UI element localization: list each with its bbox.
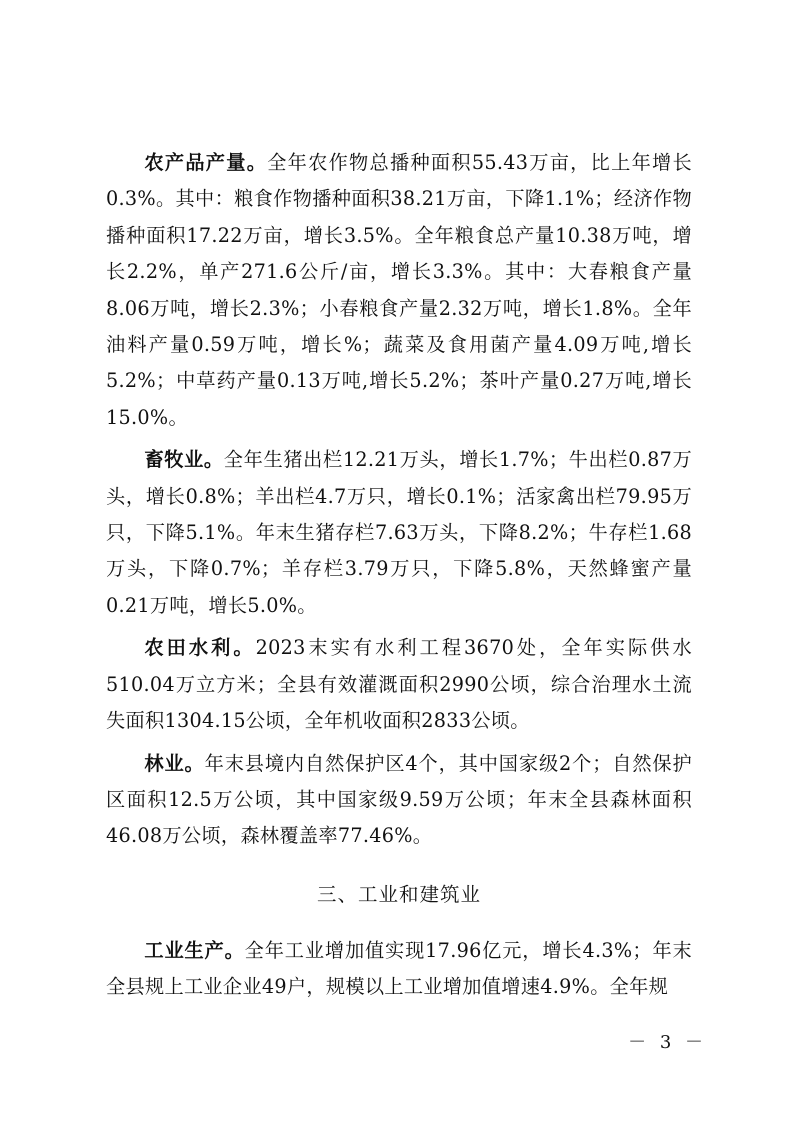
paragraph-text: 全年生猪出栏12.21万头，增长1.7%；牛出栏0.87万头，增长0.8%；羊出栏4.7万只，增长0.1%；活家禽出栏79.95万只，下降5.1%。年末生猪存栏7.63万头，下降8.2%；牛存栏1.68万头，下降0.7%；羊存栏3.79万只，下降5.8%，天然蜂蜜产量0.21万吨，增长5.0%。	[106, 448, 692, 617]
paragraph-animal-husbandry	[106, 442, 692, 624]
paragraph-text: 2023末实有水利工程3670处，全年实际供水510.04万立方米；全县有效灌溉面积2990公顷，综合治理水土流失面积1304.15公顷，全年机收面积2833公顷。	[106, 636, 693, 733]
paragraph-industrial-production	[106, 933, 692, 1006]
paragraph-irrigation	[106, 630, 692, 739]
paragraph-heading: 畜牧业。	[144, 448, 224, 472]
paragraph-text: 年末县境内自然保护区4个，其中国家级2个；自然保护区面积12.5万公顷，其中国家级9.59万公顷；年末全县森林面积46.08万公顷，森林覆盖率77.46%。	[106, 751, 692, 848]
paragraph-heading: 农田水利。	[144, 636, 256, 660]
paragraph-heading: 林业。	[144, 751, 205, 775]
paragraph-heading: 工业生产。	[144, 938, 245, 962]
page-number: － 3 －	[628, 1032, 707, 1053]
paragraph-heading: 农产品产量。	[144, 151, 268, 174]
paragraph-agricultural-output	[106, 145, 692, 436]
paragraph-forestry	[106, 746, 692, 855]
section-title: 三、工业和建筑业	[316, 882, 481, 906]
paragraph-text: 全年农作物总播种面积55.43万亩，比上年增长0.3%。其中：粮食作物播种面积38.21万亩，下降1.1%；经济作物播种面积17.22万亩，增长3.5%。全年粮食总产量10.38万吨，增长2.2%，单产271.6公斤/亩，增长3.3%。其中：大春粮食产量8.06万吨，增长2.3%；小春粮食产量2.32万吨，增长1.8%。全年油料产量0.59万吨，增长%；蔬菜及食用菌产量4.09万吨,增长5.2%；中草药产量0.13万吨,增长5.2%；茶叶产量0.27万吨,增长15.0%。	[106, 151, 692, 429]
document-body	[106, 145, 692, 1006]
paragraph-text: 全年工业增加值实现17.96亿元，增长4.3%；年末全县规上工业企业49户，规模以上工业增加值增速4.9%。全年规	[106, 938, 692, 999]
